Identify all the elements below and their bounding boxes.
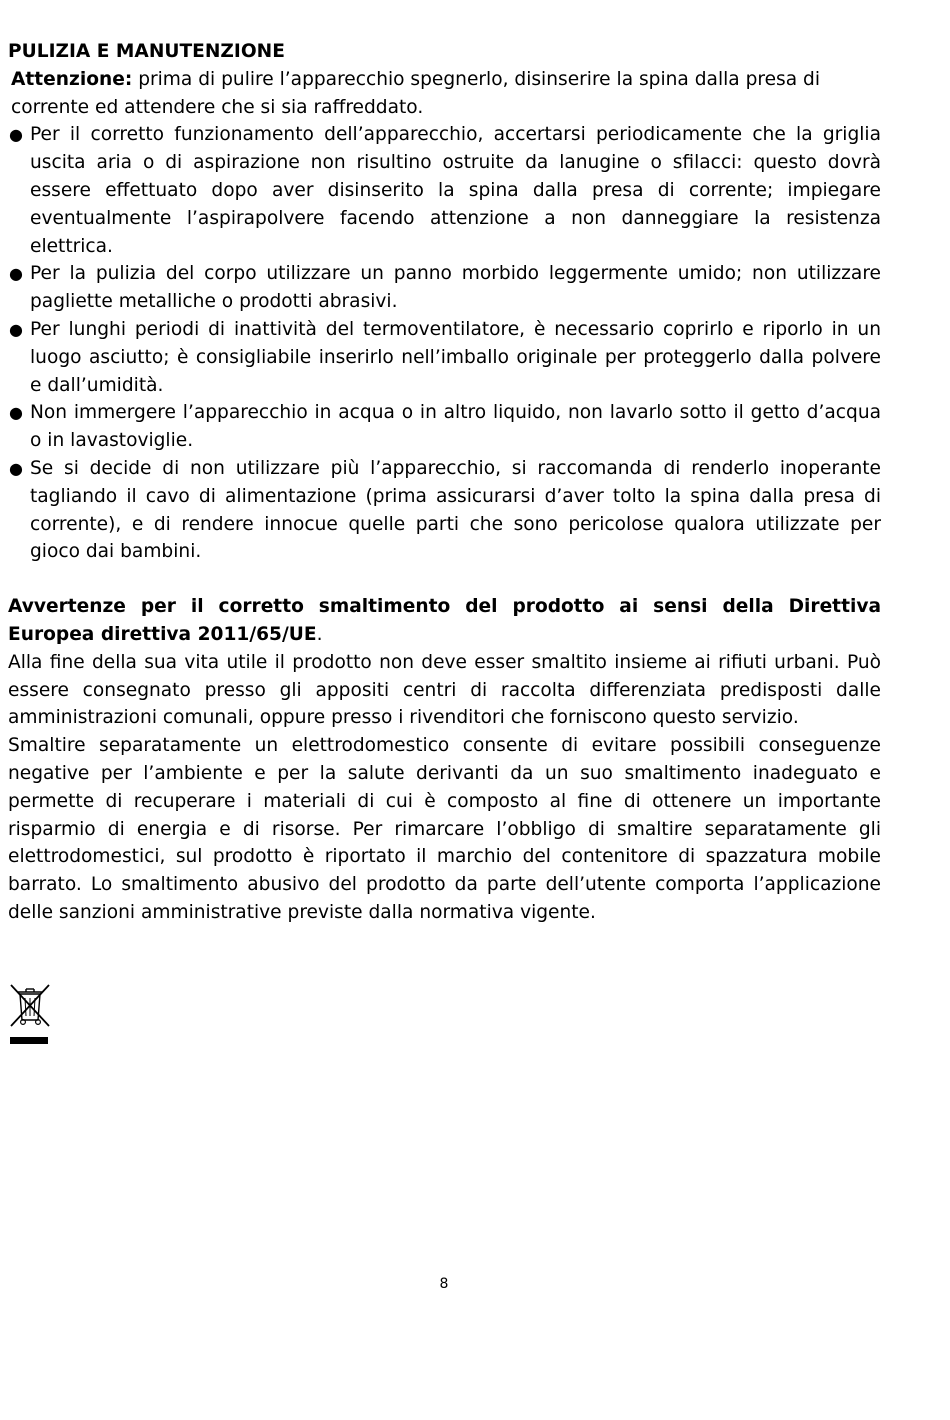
list-item [8,316,881,399]
list-item-text: Se si decide di non utilizzare più l’apparecchio, si raccomanda di renderlo inoperante tagliando il cavo di alimentazione (prima assicurarsi d’aver tolto la spina dalla presa di corrente), e di rendere innocue quelle parti che sono pericolose qualora utilizzate per gioco dai bambini. [30,457,881,563]
disposal-section [8,593,881,927]
bullet-icon: ● [9,458,23,478]
maintenance-list [8,121,881,566]
section-heading-cleaning: PULIZIA E MANUTENZIONE [8,41,285,62]
warning-text: prima di pulire l’apparecchio spegnerlo, disinserire la spina dalla presa di corrente ed attendere che si sia raffreddato. [11,68,821,118]
page-number: 8 [439,1276,449,1292]
bullet-icon: ● [9,264,23,284]
document-body [8,38,881,927]
bullet-icon: ● [9,125,23,145]
list-item [8,399,881,455]
list-item-text: Per il corretto funzionamento dell’apparecchio, accertarsi periodicamente che la griglia uscita aria o di aspirazione non risultino ostruite da lanugine o sfilacci: questo dovrà essere effettuato dopo aver disinserito la spina dalla presa di corrente; impiegare eventualmente l’aspirapolvere facendo attenzione a non danneggiare la resistenza elettrica. [30,124,881,257]
list-item-text: Per lunghi periodi di inattività del termoventilatore, è necessario coprirlo e riporlo in un luogo asciutto; è consigliabile inserirlo nell’imballo originale per proteggerlo dalla polvere e dall’umidità. [30,318,881,396]
list-item-text: Per la pulizia del corpo utilizzare un panno morbido leggermente umido; non utilizzare pagliette metalliche o prodotti abrasivi. [30,263,881,313]
list-item-text: Non immergere l’apparecchio in acqua o in altro liquido, non lavarlo sotto il getto d’acqua o in lavastoviglie. [30,402,881,452]
warning-label: Attenzione: [11,68,133,90]
warning-paragraph [11,66,881,122]
disposal-title [8,593,881,649]
list-item [8,121,881,260]
list-item [8,260,881,316]
disposal-title-text: Avvertenze per il corretto smaltimento del prodotto ai sensi della Direttiva Europea direttiva 2011/65/UE [8,596,881,645]
crossed-out-wheeled-bin-icon [8,982,52,1046]
disposal-paragraph-2: Smaltire separatamente un elettrodomestico consente di evitare possibili conseguenze negative per l’ambiente e per la salute derivanti da un suo smaltimento inadeguato e permette di recuperare i materiali di cui è composto al fine di ottenere un importante risparmio di energia e di risorse. Per rimarcare l’obbligo di smaltire separatamente gli elettrodomestici, sul prodotto è riportato il marchio del contenitore di spazzatura mobile barrato. Lo smaltimento abusivo del prodotto da parte dell’utente comporta l’applicazione delle sanzioni amministrative previste dalla normativa vigente. [8,735,881,923]
bullet-icon: ● [9,319,23,339]
disposal-paragraph-1: Alla fine della sua vita utile il prodotto non deve esser smaltito insieme ai rifiuti urbani. Può essere consegnato presso gli appositi centri di raccolta differenziata predisposti dalle amministrazioni comunali, oppure presso i rivenditori che forniscono questo servizio. [8,651,881,729]
bullet-icon: ● [9,403,23,423]
list-item [8,455,881,566]
disposal-title-end: . [316,623,323,645]
